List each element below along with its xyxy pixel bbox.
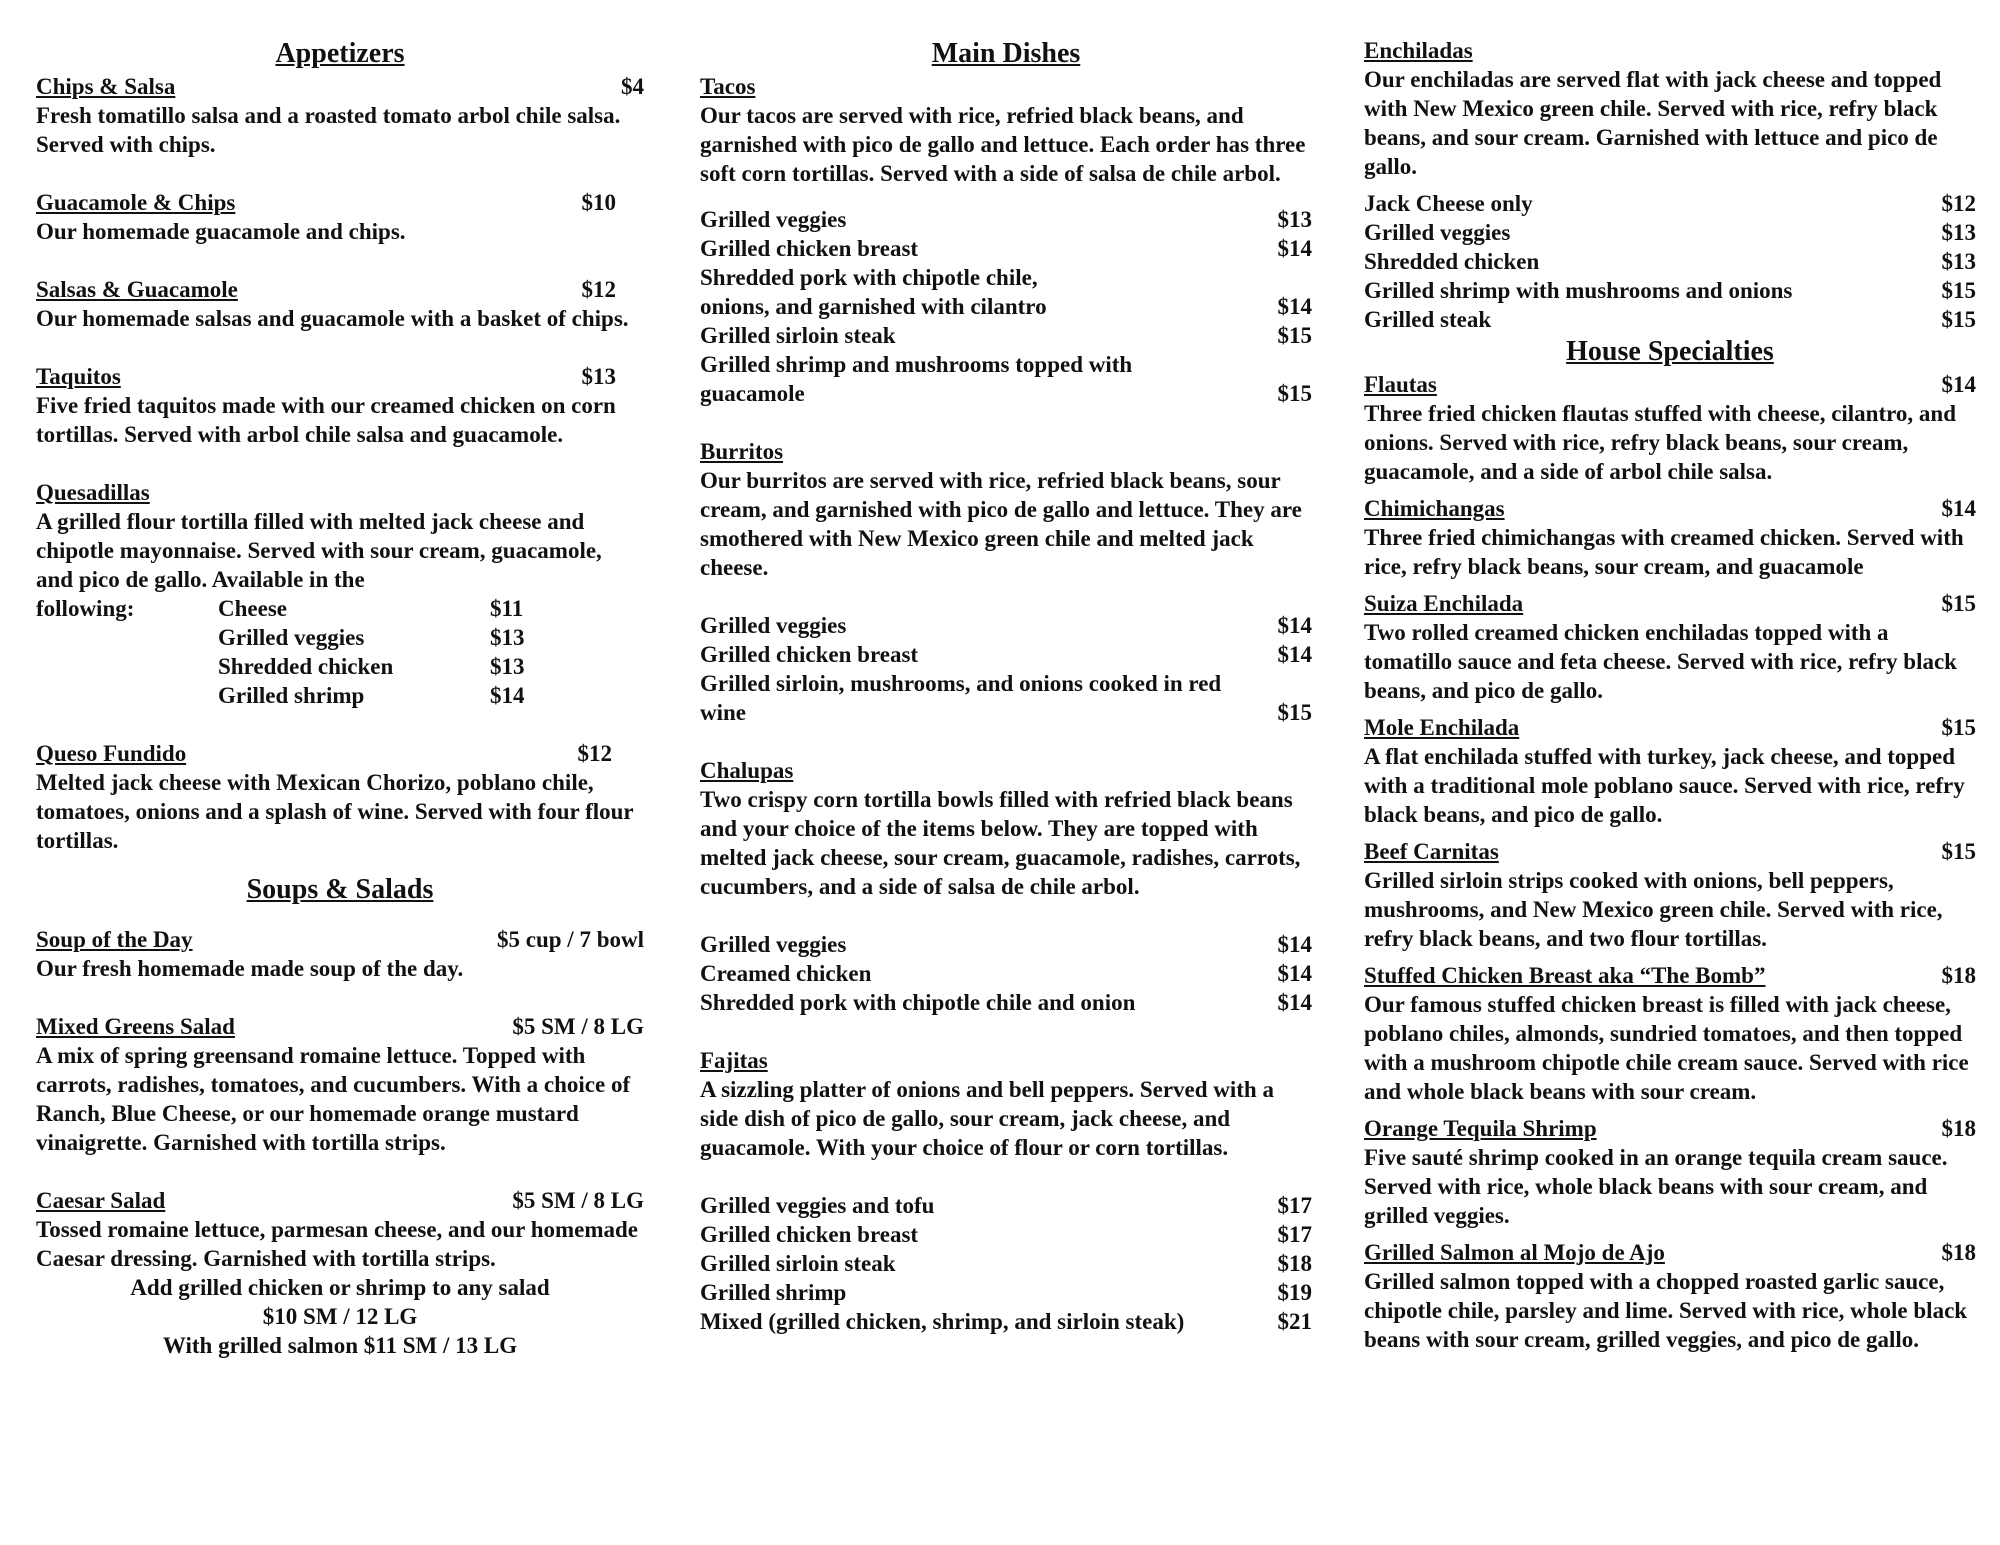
item-price: $15 (1941, 839, 1976, 864)
row-name: Grilled steak (1364, 307, 1492, 332)
house-specialties-heading: House Specialties (1566, 336, 1774, 367)
item-price: $18 (1941, 1240, 1976, 1265)
row-price: $13 (1941, 249, 1976, 274)
salad-addon-note: Add grilled chicken or shrimp to any salad (130, 1275, 550, 1300)
item-description: Three fried chicken flautas stuffed with cheese, cilantro, and onions. Served with rice, refry black beans, sour cream, guacamole, and a side of arbol chile salsa. (1364, 401, 1957, 484)
row-price: $21 (1277, 1309, 1312, 1334)
item-description: A grilled flour tortilla filled with melted jack cheese and chipotle mayonnaise. Served with sour cream, guacamole, and pico de gallo. Available in the (36, 509, 602, 592)
row-name: Shredded pork with chipotle chile and onion (700, 990, 1136, 1015)
item-name: Fajitas (700, 1048, 768, 1073)
item-description: Grilled salmon topped with a chopped roasted garlic sauce, chipotle chile, parsley and lime. Served with rice, whole black beans with sour cream, grilled veggies, and pico de gallo. (1364, 1269, 1968, 1352)
item-price: $4 (621, 74, 644, 99)
item-name: Salsas & Guacamole (36, 277, 238, 302)
row-price: $14 (1277, 613, 1312, 638)
row-name: Grilled sirloin, mushrooms, and onions cooked in red (700, 671, 1222, 696)
row-price: $15 (1941, 278, 1976, 303)
row-price: $13 (1941, 220, 1976, 245)
column-main-dishes (700, 36, 1312, 1336)
price-row (700, 263, 1312, 292)
item-description: Fresh tomatillo salsa and a roasted tomato arbol chile salsa. Served with chips. (36, 103, 621, 157)
salad-addon-price: $10 SM / 12 LG (262, 1304, 418, 1329)
menu-item-header (36, 275, 644, 304)
row-name: wine (700, 700, 746, 725)
item-description: Our homemade salsas and guacamole with a basket of chips. (36, 306, 629, 331)
item-name: Soup of the Day (36, 927, 193, 952)
menu-item-header (36, 188, 644, 217)
menu-item-header (36, 925, 644, 954)
item-name: Caesar Salad (36, 1188, 166, 1213)
item-name: Chips & Salsa (36, 74, 176, 99)
item-name: Grilled Salmon al Mojo de Ajo (1364, 1240, 1665, 1265)
price-row (1364, 247, 1976, 276)
price-row (1364, 218, 1976, 247)
menu-item-header (1364, 961, 1976, 990)
price-row (700, 669, 1312, 698)
row-price: $13 (1277, 207, 1312, 232)
menu-item-header (700, 437, 1312, 466)
item-price: $15 (1941, 715, 1976, 740)
menu-item-header (1364, 494, 1976, 523)
column-enchiladas-specialties (1364, 36, 1976, 1354)
item-price: $18 (1941, 1116, 1976, 1141)
menu-item-header (36, 72, 644, 101)
appetizers-heading: Appetizers (275, 38, 405, 69)
option-lead: following: (36, 596, 135, 621)
option-row (36, 594, 644, 623)
price-row (700, 379, 1312, 408)
menu-item-header (1364, 370, 1976, 399)
option-row (36, 681, 644, 710)
row-price: $14 (1277, 236, 1312, 261)
price-row (700, 234, 1312, 263)
menu-item-header (36, 1012, 644, 1041)
menu-item-header (1364, 589, 1976, 618)
row-name: Grilled sirloin steak (700, 323, 896, 348)
price-row (700, 1220, 1312, 1249)
row-price: $18 (1277, 1251, 1312, 1276)
item-description: Melted jack cheese with Mexican Chorizo, poblano chile, tomatoes, onions and a splash of wine. Served with four flour tortillas. (36, 770, 634, 853)
item-name: Chalupas (700, 758, 794, 783)
option-name: Shredded chicken (218, 654, 394, 679)
menu-item-header (36, 1186, 644, 1215)
menu-item-header (1364, 837, 1976, 866)
item-description: Our homemade guacamole and chips. (36, 219, 406, 244)
row-name: onions, and garnished with cilantro (700, 294, 1047, 319)
menu-item-header (700, 756, 1312, 785)
row-price: $15 (1277, 381, 1312, 406)
row-name: Grilled shrimp and mushrooms topped with (700, 352, 1133, 377)
item-name: Burritos (700, 439, 784, 464)
option-row (36, 623, 644, 652)
soups-salads-heading: Soups & Salads (246, 874, 434, 905)
row-name: Grilled chicken breast (700, 236, 919, 261)
price-row (700, 205, 1312, 234)
price-row (1364, 276, 1976, 305)
row-price: $15 (1941, 307, 1976, 332)
item-name: Stuffed Chicken Breast aka “The Bomb” (1364, 963, 1766, 988)
row-name: Grilled veggies (700, 932, 847, 957)
item-name: Flautas (1364, 372, 1437, 397)
menu-item-header (1364, 713, 1976, 742)
option-price: $13 (490, 654, 525, 679)
item-description: Our enchiladas are served flat with jack cheese and topped with New Mexico green chile. Served with rice, refry black beans, and sour cream. Garnished with lettuce and pico de gallo. (1364, 67, 1942, 179)
item-price: $12 (581, 277, 616, 302)
row-name: Jack Cheese only (1364, 191, 1533, 216)
item-description: Tossed romaine lettuce, parmesan cheese, and our homemade Caesar dressing. Garnished with tortilla strips. (36, 1217, 639, 1271)
item-price: $18 (1941, 963, 1976, 988)
item-name: Quesadillas (36, 480, 150, 505)
menu-item-header (700, 72, 1312, 101)
column-appetizers-soups (36, 36, 644, 1360)
item-description: Two rolled creamed chicken enchiladas topped with a tomatillo sauce and feta cheese. Served with rice, refry black beans, and pico de gallo. (1364, 620, 1957, 703)
price-row (1364, 305, 1976, 334)
price-row (700, 1307, 1312, 1336)
menu-item-header (36, 739, 644, 768)
row-price: $15 (1277, 700, 1312, 725)
option-price: $14 (490, 683, 525, 708)
row-price: $17 (1277, 1193, 1312, 1218)
row-name: Grilled veggies (700, 613, 847, 638)
item-price: $5 SM / 8 LG (512, 1188, 644, 1213)
row-name: guacamole (700, 381, 805, 406)
row-price: $14 (1277, 294, 1312, 319)
item-name: Queso Fundido (36, 741, 187, 766)
item-description: A sizzling platter of onions and bell peppers. Served with a side dish of pico de gallo, sour cream, jack cheese, and guacamole. With your choice of flour or corn tortillas. (700, 1077, 1274, 1160)
item-name: Suiza Enchilada (1364, 591, 1524, 616)
row-name: Grilled chicken breast (700, 1222, 919, 1247)
option-price: $11 (490, 596, 524, 621)
item-description: Our tacos are served with rice, refried black beans, and garnished with pico de gallo and lettuce. Each order has three soft corn tortillas. Served with a side of salsa de chile arbol. (700, 103, 1306, 186)
item-price: $13 (581, 364, 616, 389)
price-row (700, 1249, 1312, 1278)
row-name: Creamed chicken (700, 961, 872, 986)
price-row (700, 1278, 1312, 1307)
item-name: Taquitos (36, 364, 121, 389)
item-description: Three fried chimichangas with creamed chicken. Served with rice, refry black beans, sour cream, and guacamole (1364, 525, 1964, 579)
price-row (700, 698, 1312, 727)
option-row (36, 652, 644, 681)
item-description: A mix of spring greensand romaine lettuce. Topped with carrots, radishes, tomatoes, and cucumbers. With a choice of Ranch, Blue Cheese, or our homemade orange mustard vinaigrette. Garnished with tortilla strips. (36, 1043, 631, 1155)
row-name: Grilled veggies (700, 207, 847, 232)
row-price: $14 (1277, 642, 1312, 667)
menu-item-header (700, 1046, 1312, 1075)
item-description: Five fried taquitos made with our creamed chicken on corn tortillas. Served with arbol chile salsa and guacamole. (36, 393, 616, 447)
item-price: $15 (1941, 591, 1976, 616)
row-price: $14 (1277, 961, 1312, 986)
item-description: A flat enchilada stuffed with turkey, jack cheese, and topped with a traditional mole poblano sauce. Served with rice, refry black beans, and pico de gallo. (1364, 744, 1965, 827)
item-description: Two crispy corn tortilla bowls filled with refried black beans and your choice of the items below. They are topped with melted jack cheese, sour cream, guacamole, radishes, carrots, cucumbers, and a side of salsa de chile arbol. (700, 787, 1301, 899)
row-price: $17 (1277, 1222, 1312, 1247)
item-description: Our famous stuffed chicken breast is filled with jack cheese, poblano chiles, almonds, sundried tomatoes, and then topped with a mushroom chipotle chile cream sauce. Served with rice and whole black beans with sour cream. (1364, 992, 1969, 1104)
row-price: $14 (1277, 990, 1312, 1015)
price-row (700, 350, 1312, 379)
price-row (1364, 189, 1976, 218)
price-row (700, 640, 1312, 669)
item-name: Beef Carnitas (1364, 839, 1499, 864)
price-row (700, 988, 1312, 1017)
menu-item-header (36, 362, 644, 391)
item-name: Enchiladas (1364, 38, 1473, 63)
row-name: Mixed (grilled chicken, shrimp, and sirloin steak) (700, 1309, 1185, 1334)
item-description: Grilled sirloin strips cooked with onions, bell peppers, mushrooms, and New Mexico green chile. Served with rice, refry black beans, and two flour tortillas. (1364, 868, 1943, 951)
item-name: Mixed Greens Salad (36, 1014, 235, 1039)
item-price: $14 (1941, 372, 1976, 397)
option-name: Cheese (218, 596, 287, 621)
price-row (700, 611, 1312, 640)
item-name: Chimichangas (1364, 496, 1505, 521)
row-price: $19 (1277, 1280, 1312, 1305)
row-price: $15 (1277, 323, 1312, 348)
price-row (700, 959, 1312, 988)
item-description: Five sauté shrimp cooked in an orange tequila cream sauce. Served with rice, whole black beans with sour cream, and grilled veggies. (1364, 1145, 1948, 1228)
row-name: Grilled shrimp (700, 1280, 847, 1305)
item-price: $5 cup / 7 bowl (497, 927, 644, 952)
menu-item-header (1364, 1114, 1976, 1143)
row-name: Grilled veggies (1364, 220, 1511, 245)
menu-item-header (36, 478, 644, 507)
price-row (700, 292, 1312, 321)
row-price: $14 (1277, 932, 1312, 957)
row-name: Shredded chicken (1364, 249, 1540, 274)
item-description: Our burritos are served with rice, refried black beans, sour cream, and garnished with pico de gallo and lettuce. They are smothered with New Mexico green chile and melted jack cheese. (700, 468, 1302, 580)
item-price: $12 (577, 741, 612, 766)
item-name: Mole Enchilada (1364, 715, 1520, 740)
item-name: Tacos (700, 74, 756, 99)
item-price: $14 (1941, 496, 1976, 521)
price-row (700, 930, 1312, 959)
option-name: Grilled veggies (218, 625, 365, 650)
item-name: Guacamole & Chips (36, 190, 236, 215)
option-price: $13 (490, 625, 525, 650)
price-row (700, 1191, 1312, 1220)
menu-item-header (1364, 1238, 1976, 1267)
row-name: Grilled sirloin steak (700, 1251, 896, 1276)
item-name: Orange Tequila Shrimp (1364, 1116, 1597, 1141)
salad-addon-salmon: With grilled salmon $11 SM / 13 LG (162, 1333, 518, 1358)
row-name: Grilled veggies and tofu (700, 1193, 935, 1218)
row-name: Grilled shrimp with mushrooms and onions (1364, 278, 1793, 303)
item-description: Our fresh homemade made soup of the day. (36, 956, 464, 981)
item-price: $5 SM / 8 LG (512, 1014, 644, 1039)
menu-item-header (1364, 36, 1976, 65)
row-name: Grilled chicken breast (700, 642, 919, 667)
option-name: Grilled shrimp (218, 683, 365, 708)
main-dishes-heading: Main Dishes (931, 38, 1081, 69)
row-name: Shredded pork with chipotle chile, (700, 265, 1038, 290)
price-row (700, 321, 1312, 350)
row-price: $12 (1941, 191, 1976, 216)
item-price: $10 (581, 190, 616, 215)
